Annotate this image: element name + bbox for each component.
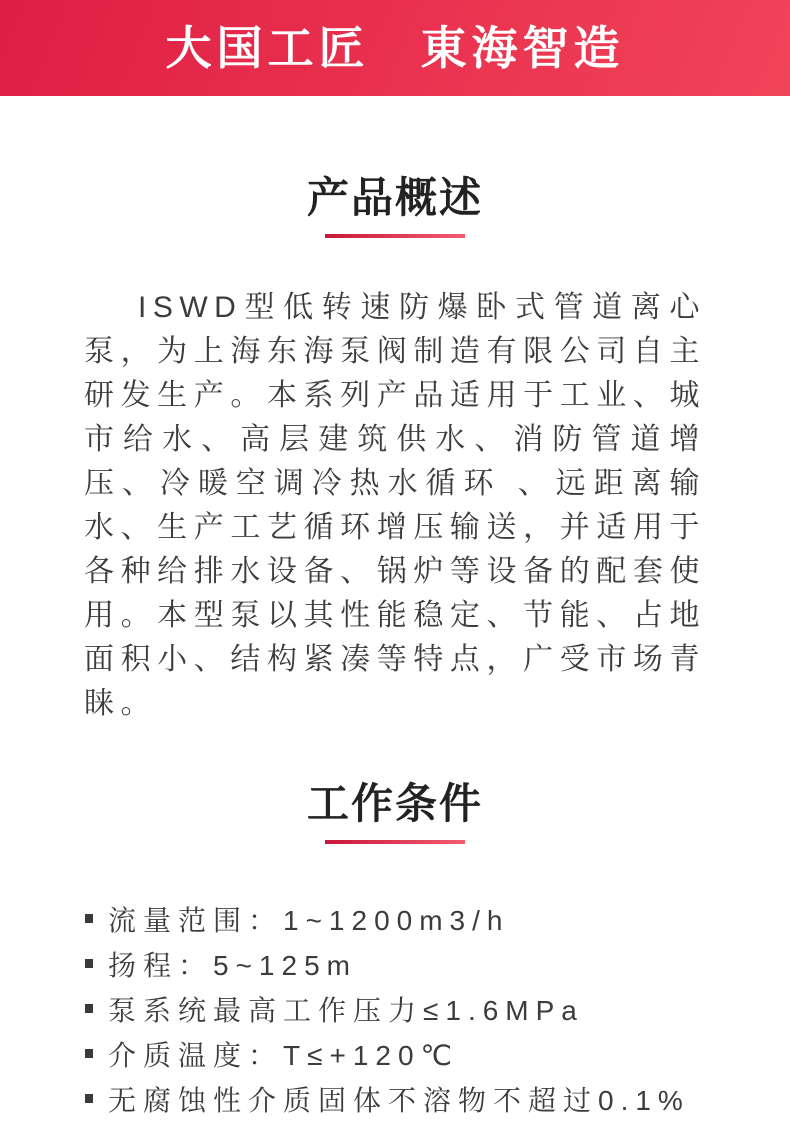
bullet-icon xyxy=(85,1004,93,1013)
condition-item-medium-temperature xyxy=(85,1031,750,1076)
bullet-icon xyxy=(85,1094,93,1103)
overview-paragraph: ISWD型低转速防爆卧式管道离心泵，为上海东海泵阀制造有限公司自主研发生产。本系列产品适用于工业、城市给水、高层建筑供水、消防管道增压、冷暖空调冷热水循环 、远距离输水、生产工艺循环增压输送，并适用于各种给排水设备、锅炉等设备的配套使用。本型泵以其性能稳定、节能、占地面积小、结构紧凑等特点，广受市场青睐。 xyxy=(84,291,706,720)
condition-item-insoluble-solids xyxy=(85,1076,750,1121)
condition-item-label: 扬程：5~125m xyxy=(108,949,357,981)
conditions-heading: 工作条件 xyxy=(306,780,483,827)
top-banner xyxy=(0,0,790,96)
conditions-heading-underline xyxy=(325,840,465,844)
condition-item-label: 无腐蚀性介质固体不溶物不超过0.1% xyxy=(108,1084,690,1116)
condition-item-label: 流量范围：1~1200m3/h xyxy=(108,904,510,936)
bullet-icon xyxy=(85,959,93,968)
condition-item-label: 泵系统最高工作压力≤1.6MPa xyxy=(108,994,584,1026)
conditions-list xyxy=(0,896,790,1121)
overview-heading-underline xyxy=(325,234,465,238)
banner-title: 大国工匠 東海智造 xyxy=(165,22,625,74)
condition-item-max-pressure xyxy=(85,986,750,1031)
overview-heading: 产品概述 xyxy=(306,174,483,221)
condition-item-label: 介质温度：T≤+120℃ xyxy=(108,1039,459,1071)
condition-item-head xyxy=(85,941,750,986)
condition-item-flow-range xyxy=(85,896,750,941)
overview-section xyxy=(0,176,790,726)
conditions-section xyxy=(0,782,790,1121)
bullet-icon xyxy=(85,1049,93,1058)
bullet-icon xyxy=(85,914,93,923)
